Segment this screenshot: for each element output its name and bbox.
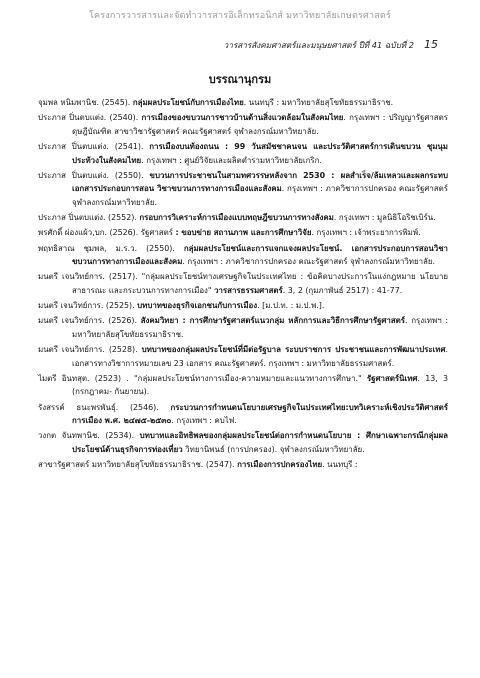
reference-entry: ประภาส ปิ่นตบแต่ง. (2550). ขบวนการประชาชนในสามทศวรรษหลังจาก 2530 : ผลสำเร็จ/ล้มเหลวและผลกระทบ เอกสารประกอบการสอน วิชาขบวนการทางการเมืองและสังคม. กรุงเทพฯ : ภาควิชาการปกครอง คณะรัฐศาสตร์ จุฬาลงกรณ์มหาวิทยาลัย.: [38, 170, 448, 207]
reference-entry: ประภาส ปิ่นตบแต่ง. (2541). การเมืองบนท้องถนน : 99 วันสมัชชาคนจน และประวัติศาสตร์การเดินขบวน ชุมนุมประท้วงในสังคมไทย. กรุงเทพฯ : ศูนย์วิจัยและผลิตตำรามหาวิทยาลัยเกริก.: [38, 141, 448, 165]
reference-entry: รังสรรค์ ธนะพรพันธุ์. (2546). กระบวนการกำหนดนโยบายเศรษฐกิจในประเทศไทย:บทวิเคราะห์เชิงประวัติศาสตร์การเมือง พ.ศ. ๒๔๗๕-๒๕๓๐. กรุงเทพฯ : คบไฟ.: [38, 402, 448, 426]
bibliography-heading: บรรณานุกรม: [208, 73, 272, 86]
reference-entry: มนตรี เจนวิทย์การ. (2528). บทบาทของกลุ่มผลประโยชน์ที่มีต่อรัฐบาล ระบบราชการ ประชาชนและการพัฒนาประเทศ. เอกสารทางวิชาการหมายเลข 23 เอกสาร คณะรัฐศาสตร์. กรุงเทพฯ : มหาวิทยาลัยธรรมศาสตร์.: [38, 345, 448, 368]
reference-entry: พฤทธิสาณ ชุมพล, ม.ร.ว. (2550). กลุ่มผลประโยชน์และการแจกแจงผลประโยชน์. เอกสารประกอบการสอนวิชาขบวนการทางการเมืองและสังคม. กรุงเทพฯ : ภาควิชาการปกครอง คณะรัฐศาสตร์ จุฬาลงกรณ์มหาวิทยาลัย.: [38, 243, 448, 267]
page-number: 15: [424, 38, 438, 51]
journal-title: วารสารสังคมศาสตร์และมนุษยศาสตร์ ปีที่ 41 ฉบับที่ 2: [223, 40, 414, 50]
reference-entry: วงกต จันทพานิช. (2534). บทบาทและอิทธิพลของกลุ่มผลประโยชน์ต่อการกำหนดนโยบาย : ศึกษาเฉพาะกรณีกลุ่มผลประโยชน์ด้านธุรกิจการท่องเที่ยว วิทยานิพนธ์ (การปกครอง). จุฬาลงกรณ์มหาวิทยาลัย.: [38, 431, 448, 454]
running-header: [224, 38, 438, 52]
watermark-text: โครงการวารสารและจัดทำวารสารอิเล็กทรอนิกส์ มหาวิทยาลัยเกษตรศาสตร์: [89, 11, 391, 21]
reference-entry: จุมพล หนิมพานิช. (2545). กลุ่มผลประโยชน์กับการเมืองไทย. นนทบุรี : มหาวิทยาลัยสุโขทัยธรรมาธิราช.: [38, 98, 394, 107]
reference-entry: มนตรี เจนวิทย์การ. (2526). สังคมวิทยา : การศึกษารัฐศาสตร์แนวกลุ่ม หลักการและวิธีการศึกษารัฐศาสตร์. กรุงเทพฯ : มหาวิทยาลัยสุโขทัยธรรมาธิราช.: [38, 316, 448, 339]
reference-list: [38, 96, 448, 473]
reference-entry: ประภาส ปิ่นตบแต่ง. (2552). กรอบการวิเคราะห์การเมืองแบบทฤษฎีขบวนการทางสังคม. กรุงเทพฯ : มูลนิธิโอริชเบิร์น.: [38, 213, 436, 223]
reference-entry: ประภาส ปิ่นตบแต่ง. (2540). การเมืองของขบวนการชาวบ้านด้านสิ่งแวดล้อมในสังคมไทย. กรุงเทพฯ : ปริญญารัฐศาสตรดุษฎีบัณฑิต สาขาวิชารัฐศาสตร์ คณะรัฐศาสตร์ จุฬาลงกรณ์มหาวิทยาลัย.: [38, 113, 448, 136]
reference-entry: พรศักดิ์ ผ่องแผ้ว,บก. (2526). รัฐศาสตร์ : ขอบข่าย สถานภาพ และการศึกษาวิจัย. กรุงเทพฯ : เจ้าพระยาการพิมพ์.: [38, 228, 421, 238]
reference-entry: ไมตรี อินทสุต. (2523) . "กลุ่มผลประโยชน์ทางการเมือง-ความหมายและแนวทางการศึกษา." รัฐศาสตร์นิเทศ. 13, 3 (กรกฎาคม- กันยายน).: [38, 373, 449, 397]
reference-entry: มนตรี เจนวิทย์การ. (2525). บทบาทของธุรกิจเอกชนกับการเมือง. [ม.ป.ท. : ม.ป.พ.].: [38, 301, 325, 311]
reference-entry: มนตรี เจนวิทย์การ. (2517). "กลุ่มผลประโยชน์ทางเศรษฐกิจในประเทศไทย : ข้อคิดบางประการในแง่กฎหมาย นโยบายสาธารณะ และกระบวนการทางการเมือง" วารสารธรรมศาสตร์. 3, 2 (กุมภาพันธ์ 2517) : 41-77.: [38, 272, 448, 295]
reference-entry: สาขารัฐศาสตร์ มหาวิทยาลัยสุโขทัยธรรมาธิราช. (2547). การเมืองการปกครองไทย. นนทบุรี :: [38, 460, 358, 470]
